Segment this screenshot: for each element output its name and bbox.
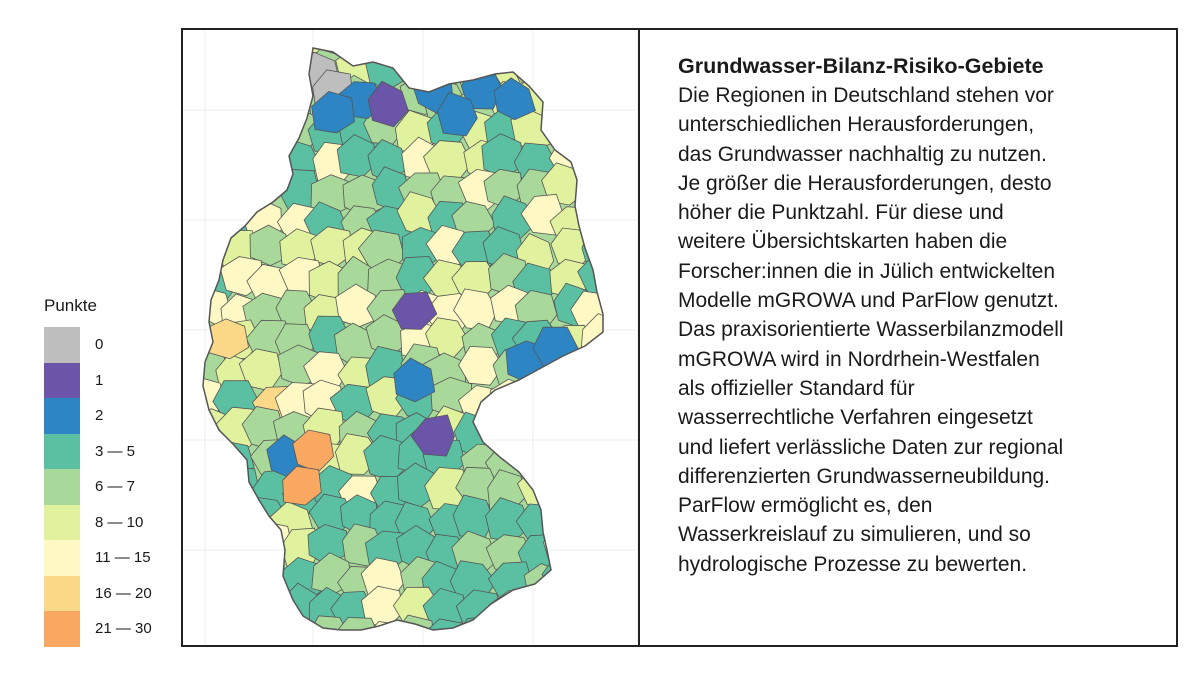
district-region — [193, 590, 233, 630]
district-region — [272, 46, 313, 85]
district-region — [570, 624, 613, 647]
district-region — [544, 523, 588, 567]
district-region — [611, 503, 638, 544]
district-region — [553, 54, 592, 92]
district-region — [492, 30, 534, 58]
legend-label: 2 — [95, 407, 104, 425]
legend-item — [44, 469, 174, 505]
district-region — [220, 42, 260, 84]
district-region — [550, 75, 594, 115]
district-region — [606, 624, 638, 647]
district-region — [609, 444, 638, 483]
legend-label: 16 — 20 — [95, 584, 152, 602]
district-region — [220, 30, 263, 55]
district-region — [453, 30, 496, 62]
legend-item — [44, 611, 174, 647]
district-region — [247, 50, 293, 90]
map-legend — [44, 296, 174, 647]
legend-item — [44, 327, 174, 363]
germany-map — [181, 28, 638, 647]
legend-label: 11 — 15 — [95, 549, 151, 567]
district-region — [192, 135, 233, 177]
legend-swatch — [44, 398, 80, 434]
district-region — [222, 594, 266, 632]
legend-swatch — [44, 363, 80, 399]
legend-items — [44, 327, 174, 647]
district-region — [600, 565, 638, 604]
district-region — [218, 619, 257, 647]
district-region — [576, 588, 619, 627]
district-region — [608, 536, 638, 573]
district-region — [215, 501, 254, 543]
district-region — [186, 30, 228, 66]
legend-swatch — [44, 611, 80, 647]
district-regions — [183, 30, 638, 647]
district-region — [248, 623, 292, 647]
district-region — [611, 378, 638, 419]
district-region — [600, 350, 638, 394]
district-region — [577, 520, 616, 566]
district-region — [604, 412, 638, 454]
district-region — [218, 561, 258, 606]
district-region — [614, 108, 638, 148]
district-region — [433, 30, 477, 57]
district-region — [484, 614, 527, 647]
district-region — [575, 559, 623, 601]
district-region — [221, 84, 266, 124]
panel-body: Die Regionen in Deutschland stehen vor unterschiedlichen Herausforderungen, das Grundwasser nachhaltig zu nutzen. Je größer die Herausforderungen, desto höher die Punktzahl. Für diese und weitere Übersichtskarten haben die Forscher:innen die in Jülich entwickelten Modelle mGROWA und ParFlow genutzt. Das praxisorientierte Wasserbilanzmodell mGROWA wird in Nordrhein-Westfalen als offizieller Standard für wasserrechtliche Verfahren eingesetzt und liefert verlässliche Daten zur regional differenzierten Grundwasserneubildung. ParFlow ermöglicht es, den Wasserkreislauf zu simulieren, und so hydrologische Prozesse zu bewerten. — [678, 84, 1064, 576]
district-region — [341, 30, 382, 59]
district-region — [405, 30, 445, 65]
district-region — [513, 403, 559, 442]
district-region — [579, 54, 625, 92]
choropleth-map — [183, 30, 638, 647]
district-region — [249, 596, 297, 637]
district-region — [189, 171, 233, 213]
district-region — [520, 445, 562, 483]
district-region — [610, 79, 638, 124]
district-region — [608, 202, 639, 241]
district-region — [546, 439, 589, 481]
district-region — [183, 624, 224, 647]
district-region — [575, 440, 620, 482]
district-region — [421, 48, 466, 85]
district-region — [579, 78, 624, 120]
district-region — [579, 139, 619, 180]
district-region — [210, 114, 255, 154]
legend-label: 21 — 30 — [95, 620, 152, 638]
district-region — [519, 594, 564, 639]
district-region — [579, 200, 626, 243]
legend-swatch — [44, 327, 80, 363]
district-region — [242, 106, 283, 152]
district-region — [541, 502, 581, 545]
district-region — [581, 463, 624, 504]
legend-swatch — [44, 469, 80, 505]
legend-item — [44, 576, 174, 612]
legend-label: 6 — 7 — [95, 478, 136, 496]
district-region — [546, 377, 592, 413]
legend-swatch — [44, 576, 80, 612]
legend-label: 3 — 5 — [95, 442, 136, 460]
legend-label: 8 — 10 — [95, 513, 144, 531]
district-region — [554, 613, 594, 647]
legend-label: 0 — [95, 336, 104, 354]
district-region — [613, 258, 638, 297]
district-region — [572, 501, 618, 542]
district-region — [608, 472, 638, 514]
district-region — [185, 497, 223, 541]
district-region — [606, 30, 638, 59]
district-region — [184, 561, 224, 602]
district-region — [223, 170, 262, 213]
district-region — [580, 406, 623, 448]
district-region — [244, 564, 287, 609]
district-region — [193, 442, 233, 482]
legend-swatch — [44, 540, 80, 576]
district-region — [367, 30, 405, 60]
legend-item — [44, 434, 174, 470]
district-region — [521, 618, 562, 647]
district-region — [541, 30, 585, 56]
district-region — [608, 582, 638, 629]
district-region — [543, 592, 585, 633]
district-region — [605, 283, 639, 329]
legend-item — [44, 505, 174, 541]
legend-item — [44, 540, 174, 576]
district-region — [552, 473, 595, 515]
legend-swatch — [44, 505, 80, 541]
district-region — [183, 533, 223, 575]
district-region — [606, 133, 638, 180]
legend-swatch — [44, 434, 80, 470]
legend-label: 1 — [95, 371, 104, 389]
district-region — [572, 30, 618, 60]
district-region — [189, 52, 231, 99]
district-region — [253, 30, 293, 56]
legend-title: Punkte — [44, 296, 97, 315]
district-region — [520, 30, 565, 63]
legend-item — [44, 398, 174, 434]
legend-item — [44, 363, 174, 399]
district-region — [216, 528, 257, 569]
district-region — [303, 30, 351, 53]
info-panel — [638, 28, 1178, 647]
district-region — [608, 227, 638, 269]
district-region — [183, 113, 225, 154]
district-region — [581, 176, 624, 216]
district-region — [580, 381, 620, 424]
panel-title: Grundwasser-Bilanz-Risiko-Gebiete — [678, 54, 1044, 78]
district-region — [188, 471, 235, 509]
district-region — [249, 144, 290, 186]
district-region — [217, 140, 260, 177]
district-region — [598, 322, 638, 361]
district-region — [608, 164, 638, 205]
district-region — [573, 353, 619, 394]
district-region — [604, 54, 639, 99]
district-region — [277, 624, 321, 647]
